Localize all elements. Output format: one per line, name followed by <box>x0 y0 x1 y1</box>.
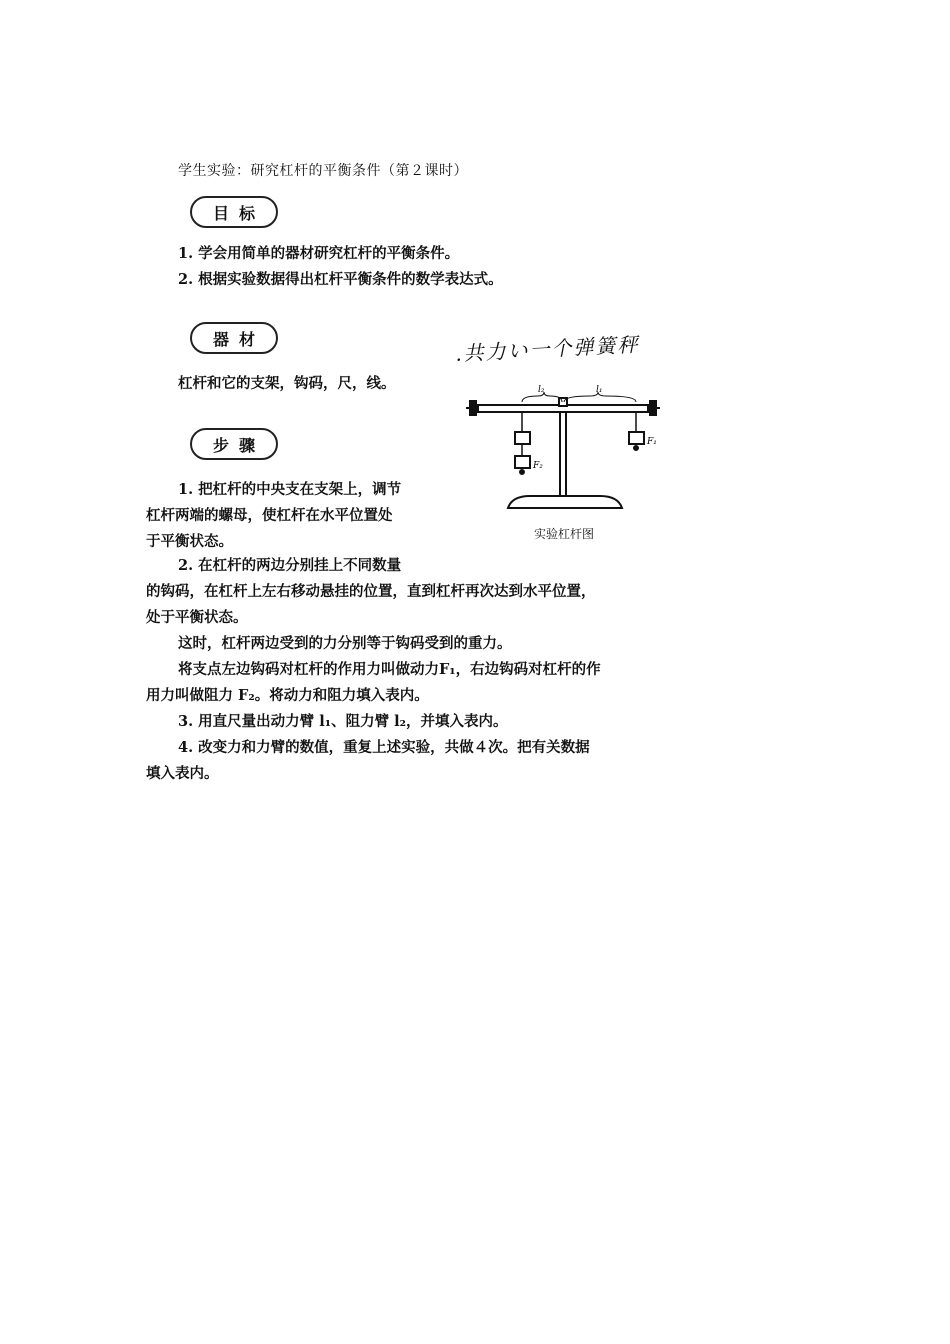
goal-item-1: 1. 学会用简单的器材研究杠杆的平衡条件。 <box>178 245 460 262</box>
section-badge-equipment: 器材 <box>190 322 278 354</box>
step-2-line-2: 的钩码，在杠杆上左右移动悬挂的位置，直到杠杆再次达到水平位置， <box>146 583 596 600</box>
label-l1: l₁ <box>596 385 603 395</box>
label-f2: F₂ <box>533 461 543 471</box>
paragraph-forces-line-2: 用力叫做阻力 F₂。将动力和阻力填入表内。 <box>146 687 429 704</box>
section-badge-goal: 目标 <box>190 196 278 228</box>
paragraph-gravity: 这时，杠杆两边受到的力分别等于钩码受到的重力。 <box>178 635 512 652</box>
goal-item-2: 2. 根据实验数据得出杠杆平衡条件的数学表达式。 <box>178 271 503 288</box>
step-1-line-1: 1. 把杠杆的中央支在支架上，调节 <box>178 481 402 498</box>
step-1-line-2: 杠杆两端的螺母，使杠杆在水平位置处 <box>146 507 393 524</box>
step-2-line-3: 处于平衡状态。 <box>146 609 248 626</box>
label-l2: l₂ <box>538 385 545 395</box>
step-4-line-1: 4. 改变力和力臂的数值，重复上述实验，共做４次。把有关数据 <box>178 739 590 756</box>
step-3: 3. 用直尺量出动力臂 l₁、阻力臂 l₂，并填入表内。 <box>178 713 508 730</box>
step-2-line-1: 2. 在杠杆的两边分别挂上不同数量 <box>178 557 402 574</box>
page-title: 学生实验：研究杠杆的平衡条件（第２课时） <box>178 163 468 179</box>
step-4-line-2: 填入表内。 <box>146 765 219 782</box>
figure-caption: 实验杠杆图 <box>534 527 595 541</box>
steps-body <box>146 553 686 787</box>
handwritten-note: .共力い一个弹簧秤 <box>454 332 640 366</box>
paragraph-forces-line-1: 将支点左边钩码对杠杆的作用力叫做动力F₁，右边钩码对杠杆的作 <box>178 661 601 678</box>
step-1-line-3: 于平衡状态。 <box>146 533 233 550</box>
equipment-text: 杠杆和它的支架，钩码，尺，线。 <box>178 375 396 392</box>
label-f1: F₁ <box>647 437 657 447</box>
section-badge-steps: 步骤 <box>190 428 278 460</box>
lever-diagram <box>460 380 670 530</box>
step-1 <box>146 477 446 555</box>
